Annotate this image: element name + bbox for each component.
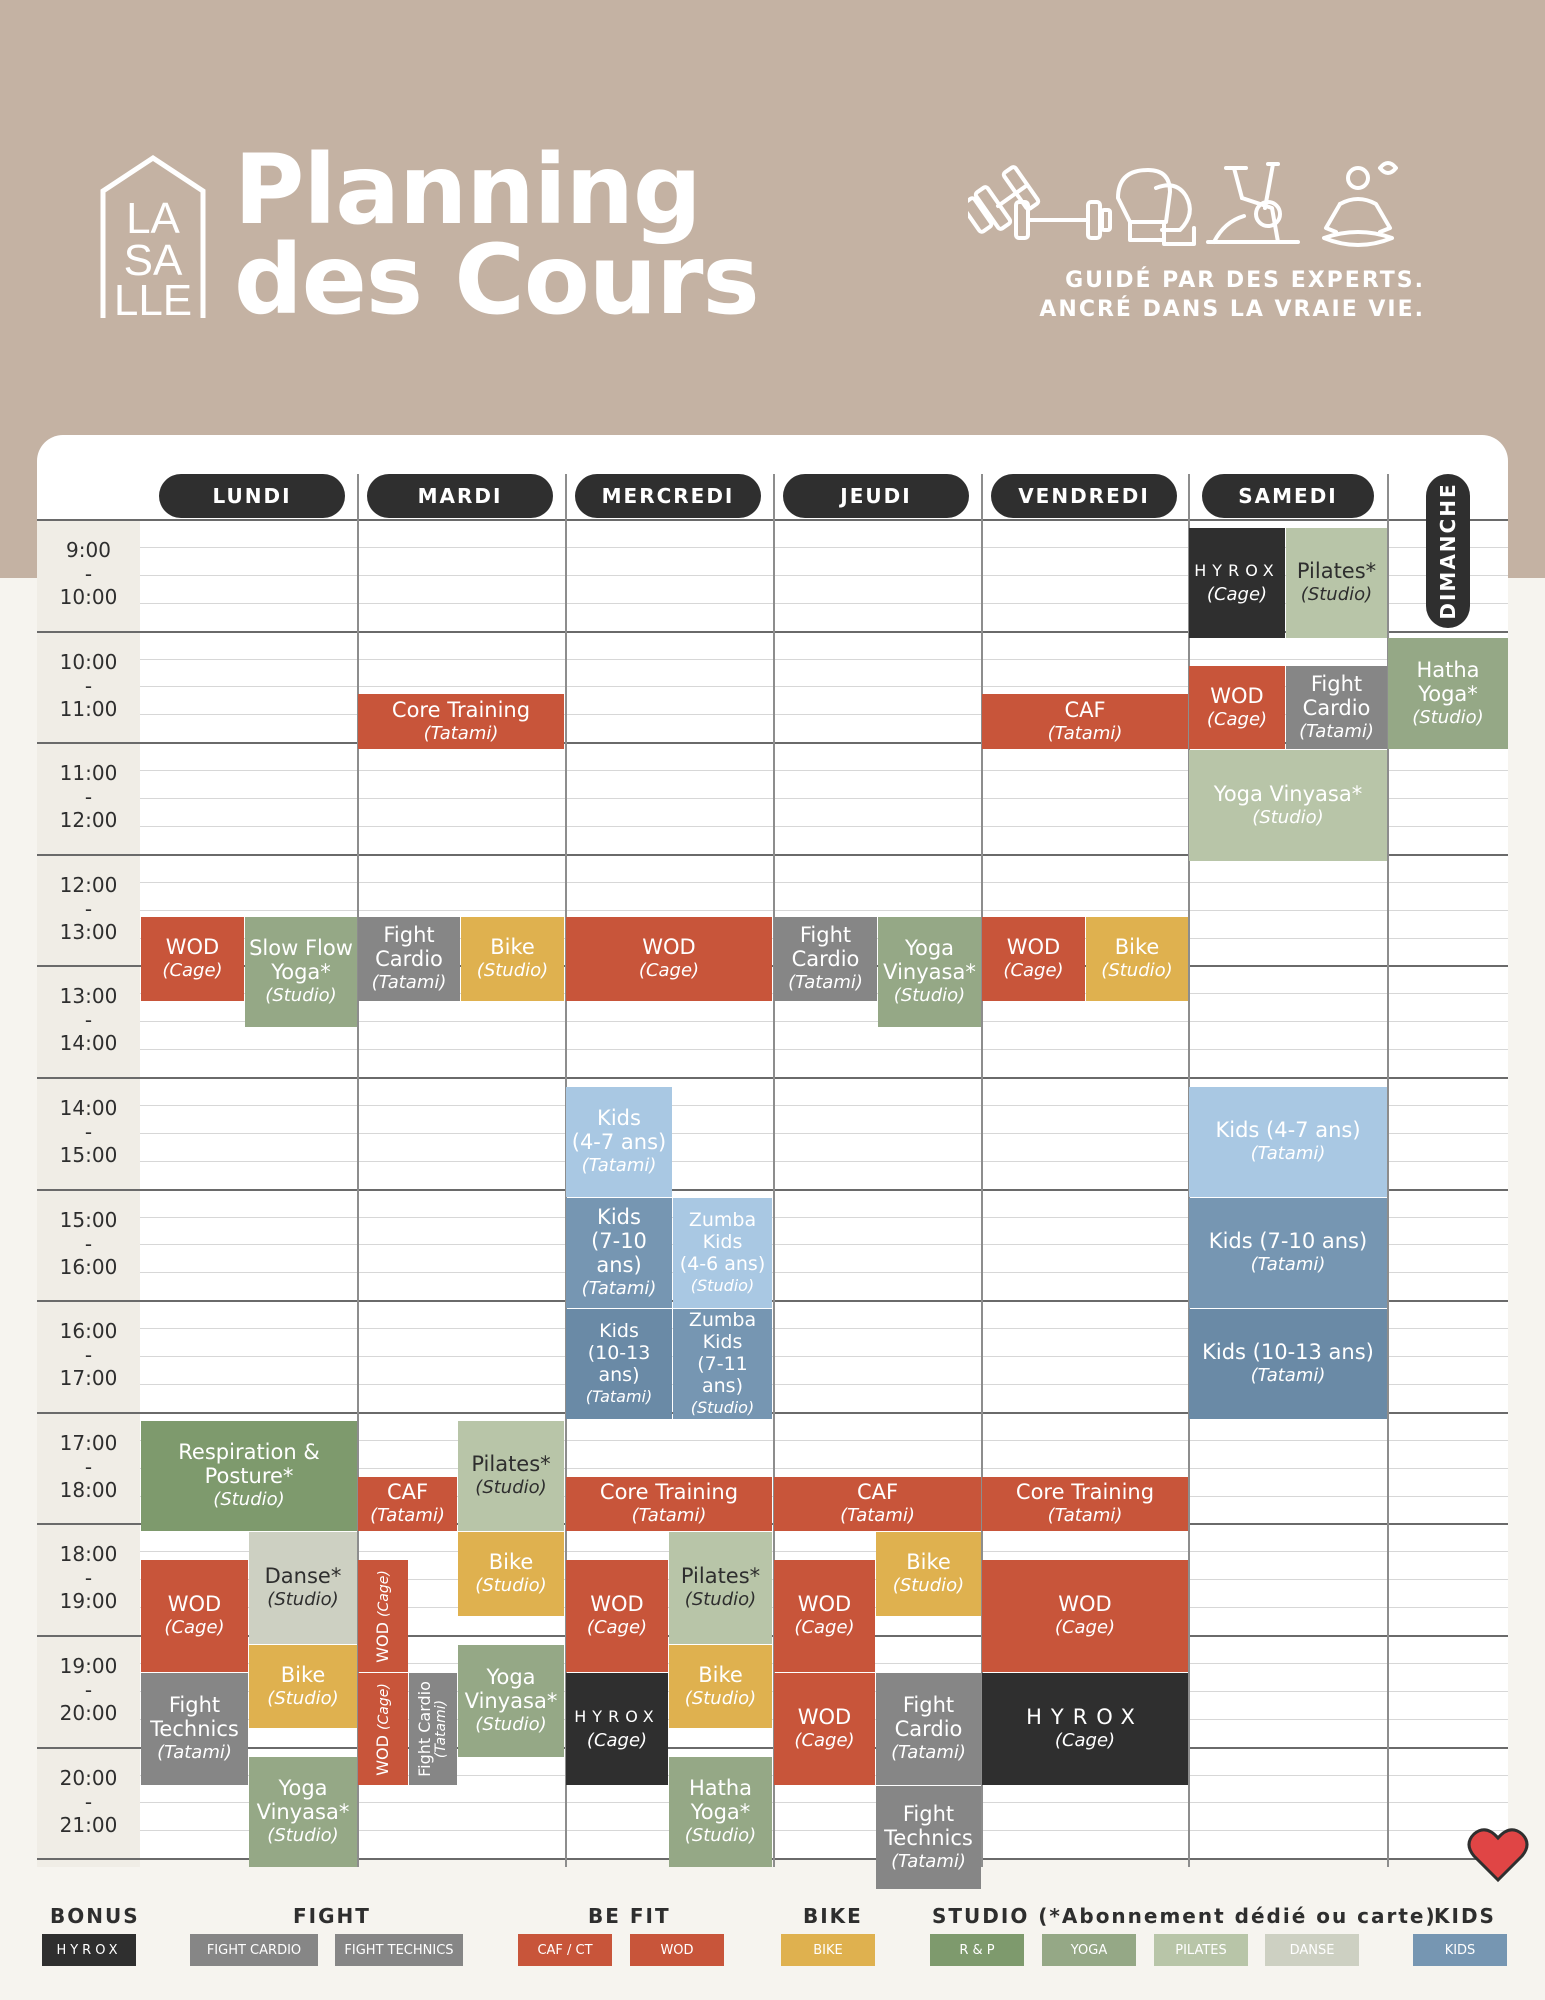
class-title: Slow Flow Yoga* [249,936,353,984]
class-room: (Studio) [690,1276,755,1295]
class-room: (Tatami) [891,1850,966,1872]
class-title: Yoga Vinyasa* [1213,781,1363,806]
time-end: 19:00 [59,1589,118,1613]
time-slot-label [37,1543,140,1614]
legend-bike-title: BIKE [803,1904,863,1928]
logo-line-3: LLE [113,276,193,321]
time-slot-label [37,1432,140,1503]
legend-studio-title: STUDIO (*Abonnement dédié ou carte) [932,1904,1437,1928]
time-end: 14:00 [59,1031,118,1055]
time-start: 10:00 [59,650,118,674]
class-mardi-bike-18h[interactable] [458,1532,564,1616]
class-title: Core Training [599,1480,739,1504]
class-mardi-core-training-10h[interactable] [358,694,564,749]
class-title: Bike [490,935,535,959]
time-sep: - [84,1007,93,1032]
class-mercredi-kids-7-10[interactable] [566,1198,672,1308]
class-room: (Tatami) [788,972,863,993]
class-title: Kids (7-10 ans) [1208,1229,1368,1253]
class-room: (Studio) [1101,960,1173,981]
class-title: WOD [642,935,696,959]
class-title: Bike [488,1550,534,1574]
class-title: Yoga Vinyasa* [256,1776,350,1824]
class-mardi-bike-12h[interactable] [461,917,564,1001]
time-start: 13:00 [59,984,118,1008]
class-title: Fight Cardio [894,1693,963,1741]
class-room: (Studio) [1300,584,1373,605]
activity-icons [968,158,1418,250]
time-end: 16:00 [59,1255,118,1279]
class-vendredi-wod-18h[interactable] [982,1560,1188,1672]
time-sep: - [84,1789,93,1814]
time-sep: - [84,1231,93,1256]
class-room: (Studio) [267,1687,339,1709]
class-room: (Tatami) [371,972,447,993]
class-room: (Studio) [265,985,337,1006]
class-title: CAF [856,1480,899,1504]
class-room: (Studio) [1412,706,1484,728]
class-title: WOD [797,1705,852,1729]
class-mercredi-pilates-18h[interactable] [669,1532,772,1644]
class-samedi-wod-10h[interactable] [1189,666,1285,749]
grid-quarter-line [140,910,1508,911]
page-title-line-1: Planning [234,134,701,246]
class-mercredi-hyrox-19h[interactable] [566,1673,668,1785]
time-sep: - [84,896,93,921]
grid-quarter-line [140,659,1508,660]
class-room: (Studio) [684,1589,757,1610]
exercise-bike-icon [1208,164,1298,242]
legend-wod: WOD [630,1934,724,1966]
class-jeudi-fight-cardio-19h[interactable] [876,1673,981,1785]
class-lundi-wod-12h[interactable] [141,917,244,1001]
class-mardi-fight-cardio-19h[interactable] [409,1673,457,1785]
class-title: WOD [590,1592,644,1616]
class-room: (Studio) [892,1575,965,1596]
class-jeudi-wod-18h[interactable] [774,1560,875,1672]
class-vendredi-wod-12h[interactable] [982,917,1085,1001]
class-room: (Tatami) [1250,1143,1326,1164]
class-title: HYROX [1026,1705,1144,1729]
class-title: Fight Technics [884,1801,973,1850]
time-slot-label [37,1097,140,1168]
class-title: WOD [1006,935,1061,959]
class-room: (Studio) [1252,806,1324,828]
class-samedi-fight-cardio-10h[interactable] [1286,666,1387,749]
time-sep: - [84,1119,93,1144]
time-slot-label [37,539,140,610]
legend-caf-ct: CAF / CT [518,1934,612,1966]
tagline-line-1: GUIDÉ PAR DES EXPERTS. [1065,268,1425,293]
time-end: 17:00 [59,1366,118,1390]
time-sep: - [84,1454,93,1479]
class-room: (Tatami) [1047,722,1123,744]
logo-line-2: SA [123,236,183,285]
legend-kids: KIDS [1413,1934,1507,1966]
class-room: (Tatami) [585,1387,653,1406]
legend-yoga: YOGA [1042,1934,1136,1966]
boxing-gloves-icon [1118,170,1194,244]
class-room: (Cage) [1206,708,1268,730]
class-title: CAF [386,1480,429,1504]
class-title: Kids (10-13 ans) [1202,1340,1374,1364]
class-title: WOD [797,1592,852,1616]
class-room: (Studio) [475,1714,547,1735]
class-room: (Cage) [375,1682,392,1730]
class-title: Kids (4-7 ans) [1215,1118,1361,1142]
class-room: (Tatami) [370,1505,445,1526]
time-end: 15:00 [59,1143,118,1167]
class-mercredi-zumba-kids-7-11[interactable] [673,1309,772,1419]
time-sep: - [84,1677,93,1702]
class-jeudi-fight-cardio-12h[interactable] [774,917,877,1001]
legend-fight-title: FIGHT [293,1904,371,1928]
class-vendredi-core-training-17h[interactable] [982,1477,1188,1531]
class-lundi-fight-technics-19h[interactable] [141,1673,248,1785]
class-room: (Tatami) [1250,1254,1326,1275]
day-header-jeudi: JEUDI [783,474,969,518]
time-start: 12:00 [59,873,118,897]
class-room: (Cage) [586,1617,648,1638]
class-age: (4-7 ans) [571,1130,667,1154]
class-room: (Cage) [1206,584,1268,605]
class-room: (Tatami) [1250,1365,1326,1386]
time-slot-label [37,874,140,945]
class-mercredi-core-training-17h[interactable] [566,1477,772,1531]
legend-danse: DANSE [1265,1934,1359,1966]
class-title: Zumba Kids [688,1309,757,1353]
dumbbell-icon [968,166,1110,238]
time-slot-label [37,1767,140,1838]
legend-bonus-title: BONUS [50,1904,140,1928]
class-title: HYROX [1194,561,1280,580]
class-title: CAF [1064,697,1106,722]
class-title: Hatha Yoga* [1416,657,1480,706]
class-room: (Cage) [794,1617,855,1638]
class-room: (Tatami) [1047,1505,1123,1526]
class-mardi-wod-19h[interactable] [358,1673,408,1785]
class-age: (4-6 ans) [679,1253,766,1275]
class-mercredi-wod-18h[interactable] [566,1560,668,1672]
time-start: 16:00 [59,1319,118,1343]
time-end: 11:00 [59,697,118,721]
legend-hyrox: HYROX [42,1934,136,1966]
class-title: Yoga Vinyasa* [883,936,976,984]
day-header-mercredi: MERCREDI [575,474,761,518]
time-start: 18:00 [59,1542,118,1566]
class-room: (Tatami) [581,1278,657,1299]
class-lundi-danse-18h[interactable] [249,1532,357,1644]
class-vendredi-bike-12h[interactable] [1086,917,1188,1001]
class-title: WOD [372,1621,392,1663]
day-header-lundi: LUNDI [159,474,345,518]
day-header-samedi: SAMEDI [1202,474,1374,518]
class-title: Pilates* [680,1564,761,1588]
la-salle-logo [100,155,206,321]
class-room: (Cage) [1054,1617,1116,1638]
page-title [234,134,759,336]
class-room: (Studio) [267,1589,339,1610]
class-age: (7-10 ans) [591,1229,647,1277]
legend-befit-title: BE FIT [588,1904,671,1928]
grid-quarter-line [140,882,1508,883]
time-start: 11:00 [59,761,118,785]
time-slot-label [37,1209,140,1280]
day-header-mardi: MARDI [367,474,553,518]
class-title: Fight Cardio [415,1681,434,1777]
legend-pilates: PILATES [1154,1934,1248,1966]
class-title: Pilates* [1296,559,1377,583]
class-jeudi-yoga-vinyasa-12h[interactable] [878,917,981,1027]
class-title: Respiration & Posture* [178,1440,320,1488]
class-room: (Cage) [375,1569,392,1617]
class-samedi-yoga-vinyasa-11h[interactable] [1189,750,1387,861]
class-room: (Studio) [684,1825,757,1846]
class-room: (Studio) [684,1687,757,1709]
grid-quarter-line [140,1049,1508,1050]
class-jeudi-fight-technics-20h[interactable] [876,1786,981,1889]
class-jeudi-wod-19h[interactable] [774,1673,875,1785]
legend-fight-cardio: FIGHT CARDIO [190,1934,318,1966]
class-room: (Cage) [162,960,223,981]
class-room: (Tatami) [1299,720,1374,742]
day-header-dimanche-label: DIMANCHE [1436,482,1460,620]
class-title: HYROX [574,1707,660,1726]
class-samedi-kids-4-7[interactable] [1189,1087,1387,1197]
class-room: (Cage) [638,960,700,981]
class-room: (Tatami) [840,1505,915,1526]
tagline [1039,266,1425,324]
class-room: (Studio) [267,1825,339,1846]
day-header-dimanche [1426,474,1470,628]
time-end: 10:00 [59,585,118,609]
class-mercredi-kids-10-13[interactable] [566,1309,672,1419]
class-title: Hatha Yoga* [688,1776,753,1824]
class-title: Zumba Kids [688,1209,757,1253]
time-sep: - [84,784,93,809]
page-title-line-2: des Cours [234,224,759,336]
class-title: Fight Technics [150,1693,239,1741]
class-room: (Studio) [690,1398,755,1417]
class-title: WOD [1058,1592,1112,1616]
legend-kids-title: KIDS [1434,1904,1496,1928]
time-slot-label [37,1320,140,1391]
class-title: Kids [597,1106,641,1130]
class-title: Fight Cardio [791,923,860,971]
time-end: 21:00 [59,1813,118,1837]
class-vendredi-hyrox-19h[interactable] [982,1673,1188,1785]
legend-rp: R & P [930,1934,1024,1966]
class-title: WOD [165,935,220,959]
class-jeudi-caf-17h[interactable] [774,1477,981,1531]
class-room: (Cage) [164,1617,225,1638]
class-jeudi-bike-18h[interactable] [876,1532,981,1616]
time-start: 15:00 [59,1208,118,1232]
class-room: (Studio) [475,1477,547,1498]
heart-icon [1466,1824,1530,1884]
time-sep: - [84,673,93,698]
class-lundi-yoga-vinyasa-20h[interactable] [249,1757,357,1867]
class-samedi-hyrox-9h[interactable] [1189,528,1285,638]
class-lundi-wod-18h[interactable] [141,1560,248,1672]
class-age: (10-13 ans) [587,1342,651,1386]
tagline-line-2: ANCRÉ DANS LA VRAIE VIE. [1039,297,1425,322]
class-room: (Studio) [893,985,966,1006]
class-room: (Studio) [475,1575,547,1596]
class-title: Core Training [391,697,531,722]
time-sep: - [84,561,93,586]
class-vendredi-caf-10h[interactable] [982,694,1188,749]
class-title: Core Training [1015,1480,1155,1504]
time-sep: - [84,1565,93,1590]
class-lundi-respiration-posture-17h[interactable] [141,1421,357,1531]
class-dimanche-hatha-yoga-10h[interactable] [1388,638,1508,749]
time-slot-label [37,651,140,722]
meditation-icon [1324,163,1396,245]
time-slot-label [37,985,140,1056]
class-mardi-pilates-17h[interactable] [458,1421,564,1531]
class-title: WOD [372,1734,392,1776]
class-room: (Cage) [586,1730,648,1751]
class-room: (Cage) [1003,960,1064,981]
class-title: Bike [698,1662,743,1687]
class-title: Fight Cardio [375,923,443,971]
class-mardi-caf-17h[interactable] [358,1477,457,1531]
class-room: (Tatami) [891,1742,966,1763]
legend-fight-technics: FIGHT TECHNICS [335,1934,463,1966]
class-room: (Cage) [1054,1730,1116,1751]
class-room: (Tatami) [581,1155,657,1176]
class-age: (7-11 ans) [697,1353,748,1397]
class-title: Bike [1114,935,1160,959]
class-title: WOD [167,1592,222,1616]
class-room: (Studio) [213,1489,285,1510]
class-mardi-wod-18h[interactable] [358,1560,408,1672]
day-header-vendredi: VENDREDI [991,474,1177,518]
time-start: 19:00 [59,1654,118,1678]
logo-line-1: LA [126,194,180,243]
class-title: Kids [599,1320,639,1342]
class-title: Bike [906,1550,951,1574]
class-title: Bike [280,1662,326,1687]
class-title: WOD [1210,683,1264,708]
class-room: (Cage) [794,1730,855,1751]
class-mardi-yoga-vinyasa-19h[interactable] [458,1645,564,1757]
class-room: (Tatami) [631,1505,707,1526]
class-title: Danse* [264,1564,342,1588]
class-samedi-kids-10-13[interactable] [1189,1309,1387,1419]
time-start: 20:00 [59,1766,118,1790]
class-title: Pilates* [471,1452,551,1476]
class-title: Fight Cardio [1302,671,1371,720]
class-samedi-pilates-9h[interactable] [1286,528,1387,638]
class-room: (Tatami) [423,722,499,744]
class-room: (Tatami) [157,1742,232,1763]
time-start: 17:00 [59,1431,118,1455]
class-mercredi-bike-19h[interactable] [669,1645,772,1728]
time-end: 13:00 [59,920,118,944]
time-end: 20:00 [59,1701,118,1725]
time-slot-label [37,762,140,833]
class-title: Kids [597,1205,641,1229]
time-start: 14:00 [59,1096,118,1120]
time-sep: - [84,1342,93,1367]
time-end: 12:00 [59,808,118,832]
class-mardi-fight-cardio-12h[interactable] [358,917,460,1001]
class-room: (Tatami) [433,1699,449,1759]
time-end: 18:00 [59,1478,118,1502]
class-room: (Studio) [476,960,549,981]
legend-bike: BIKE [781,1934,875,1966]
class-mercredi-wod-12h[interactable] [566,917,772,1001]
class-mercredi-kids-4-7[interactable] [566,1087,672,1197]
time-start: 9:00 [66,538,111,562]
class-mercredi-zumba-kids-4-6[interactable] [673,1198,772,1308]
class-mercredi-hatha-yoga-20h[interactable] [669,1757,772,1867]
class-lundi-slow-flow-yoga-12h[interactable] [245,917,357,1027]
time-slot-label [37,1655,140,1726]
class-samedi-kids-7-10[interactable] [1189,1198,1387,1308]
class-lundi-bike-19h[interactable] [249,1645,357,1728]
class-title: Yoga Vinyasa* [464,1665,558,1713]
